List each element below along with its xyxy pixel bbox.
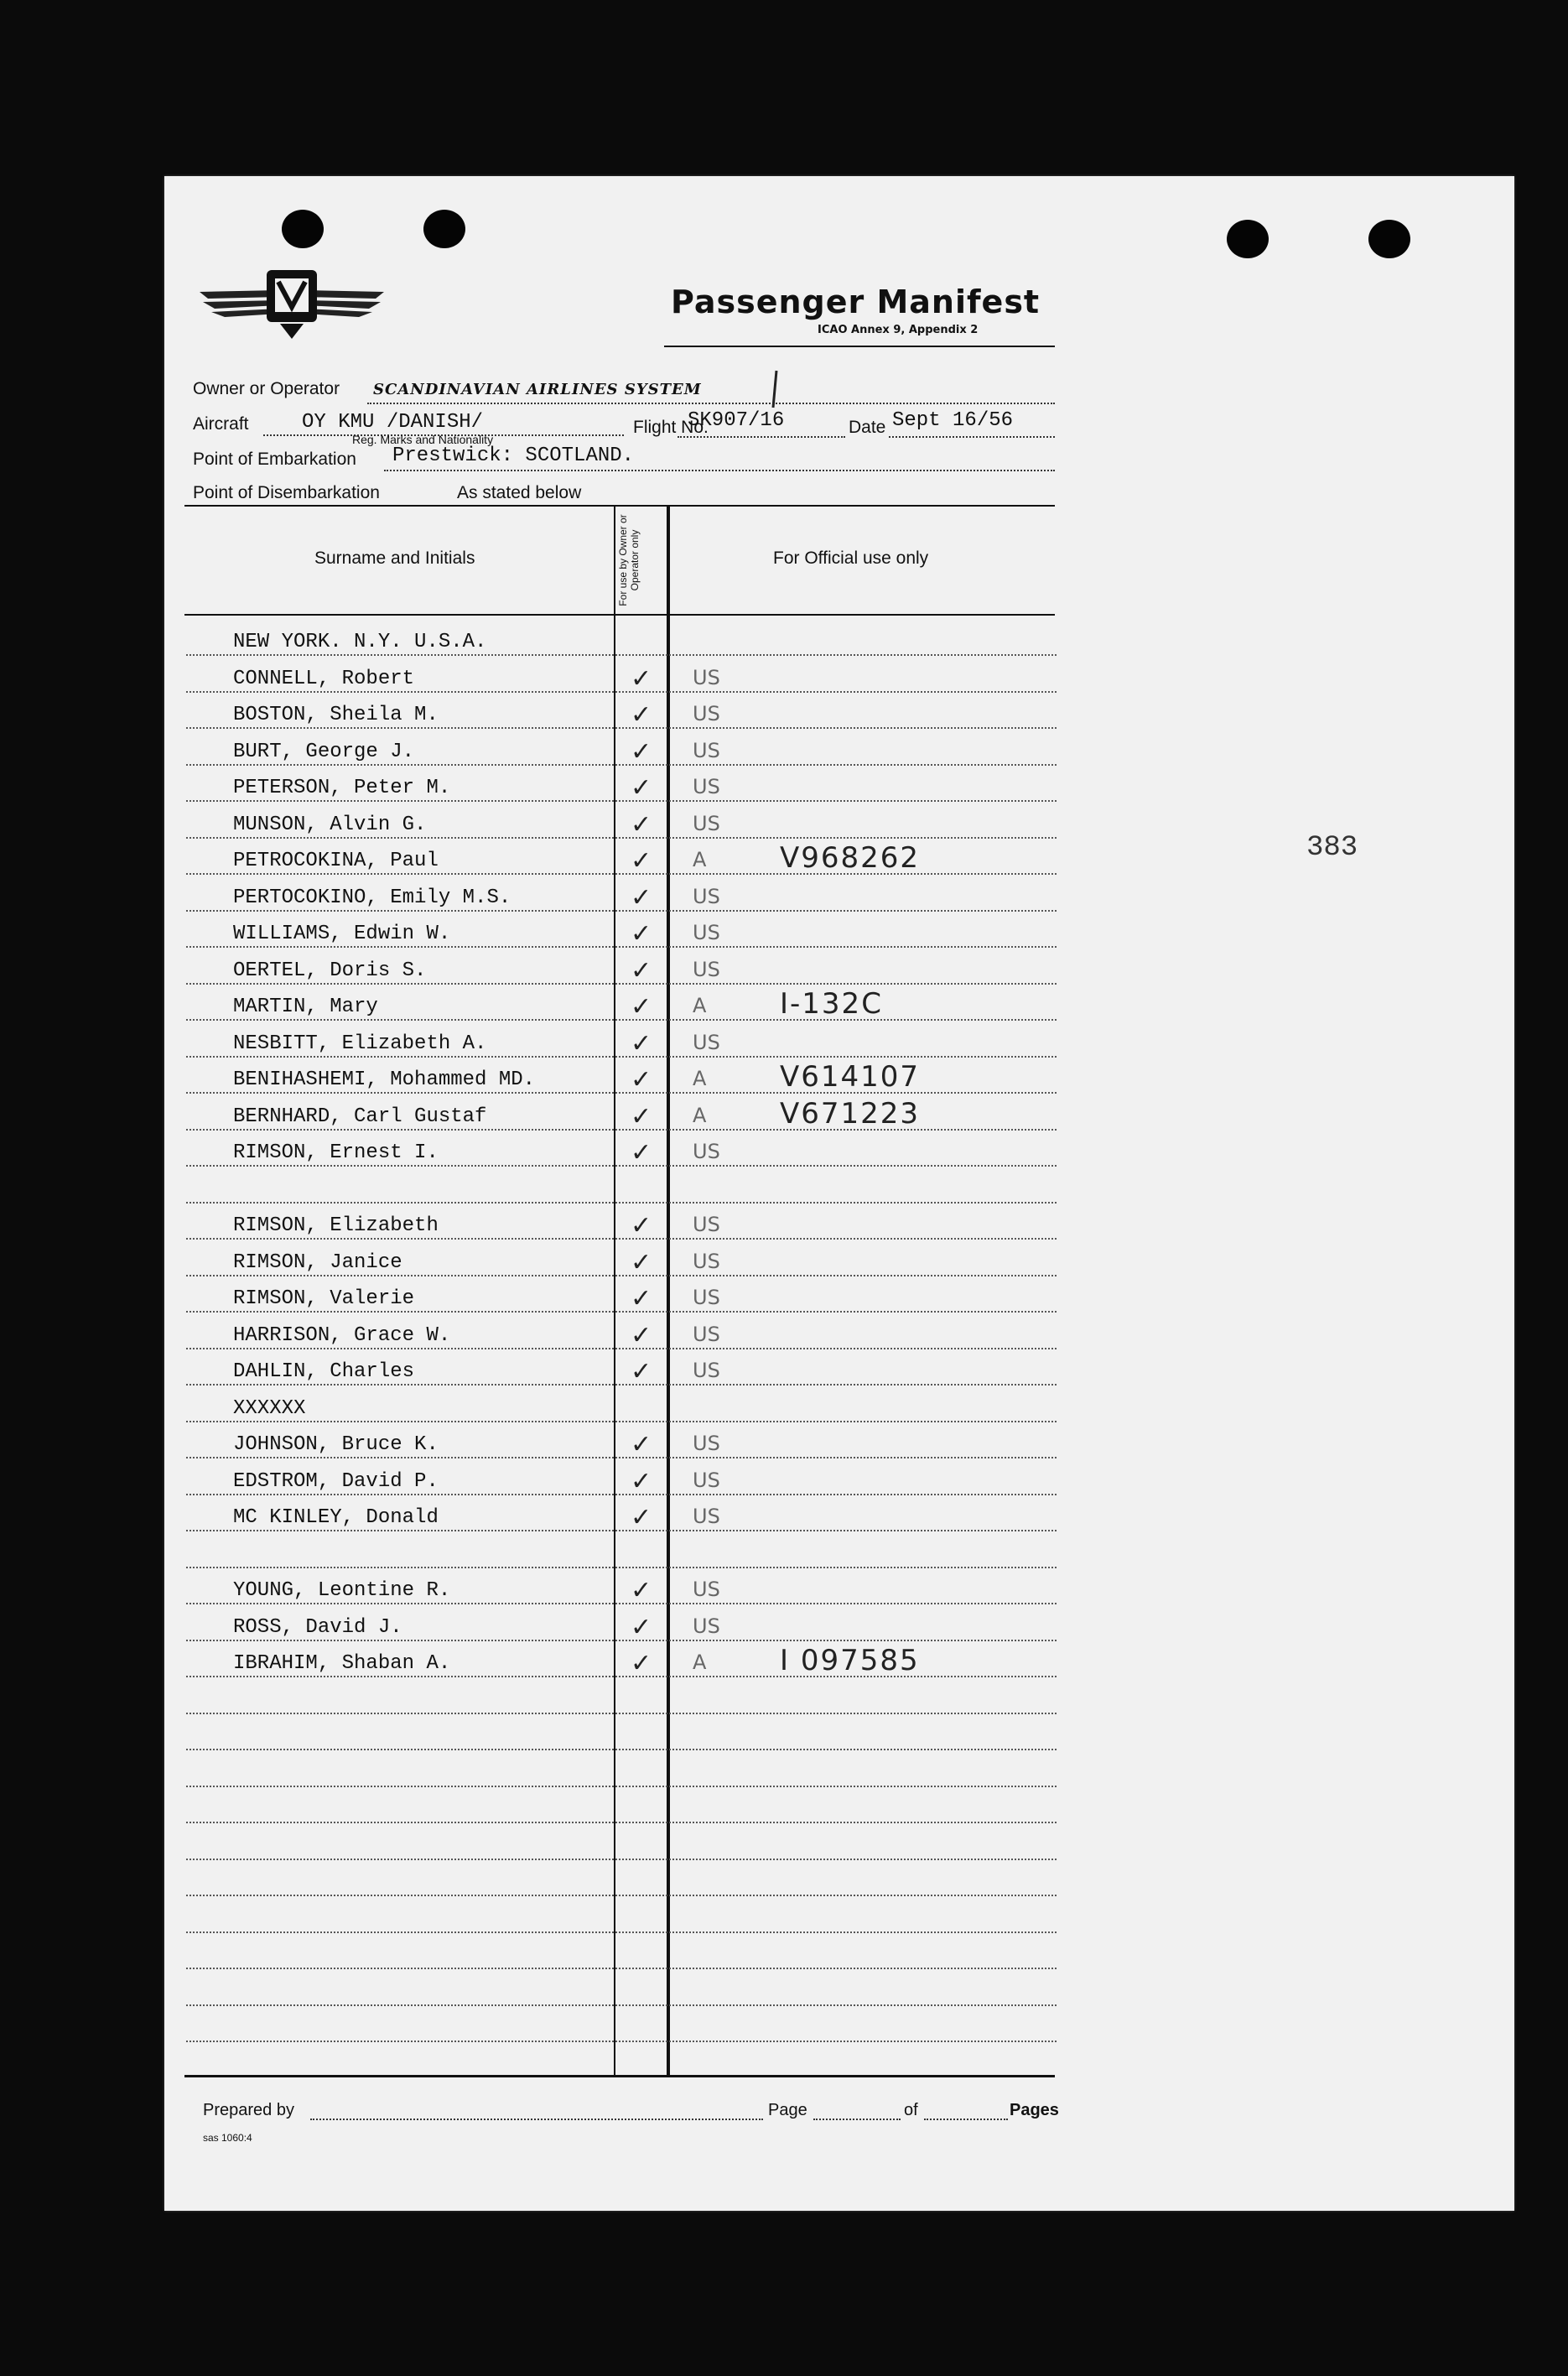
passenger-name: XXXXXX — [233, 1396, 306, 1420]
date-dotline — [889, 436, 1055, 438]
owner-value: SCANDINAVIAN AIRLINES SYSTEM — [373, 381, 702, 398]
row-rule — [186, 1822, 1057, 1823]
passenger-name: DAHLIN, Charles — [233, 1360, 415, 1383]
row-rule — [186, 910, 1057, 912]
row-rule — [186, 1384, 1057, 1386]
passenger-name: RIMSON, Janice — [233, 1250, 402, 1274]
operator-check-mark: ✓ — [631, 1612, 652, 1642]
manifest-sheet — [164, 176, 1514, 2211]
form-code: sas 1060:4 — [203, 2132, 252, 2144]
operator-check-mark: ✓ — [631, 1576, 652, 1605]
punch-hole — [423, 210, 465, 248]
passenger-name: HARRISON, Grace W. — [233, 1323, 451, 1347]
aircraft-label: Aircraft — [193, 414, 249, 434]
official-status: US — [693, 738, 720, 762]
official-status: US — [693, 1578, 720, 1601]
passport-number: V968262 — [780, 841, 921, 875]
official-status: A — [693, 1651, 707, 1674]
operator-check-mark: ✓ — [631, 1138, 652, 1167]
pages-label: Pages — [1010, 2101, 1059, 2119]
aircraft-value: OY KMU /DANISH/ — [302, 411, 484, 434]
embark-label: Point of Embarkation — [193, 450, 356, 469]
official-status: A — [693, 994, 707, 1017]
passenger-name: PERTOCOKINO, Emily M.S. — [233, 886, 511, 909]
operator-check-mark: ✓ — [631, 1466, 652, 1496]
page-label: Page — [768, 2101, 807, 2119]
passenger-name: YOUNG, Leontine R. — [233, 1579, 451, 1602]
owner-use-column-header: For use by Owner or Operator only — [617, 514, 641, 606]
operator-check-mark: ✓ — [631, 1357, 652, 1386]
official-status: A — [693, 1103, 707, 1127]
operator-check-mark: ✓ — [631, 663, 652, 694]
passenger-name: MUNSON, Alvin G. — [233, 813, 427, 836]
operator-check-mark: ✓ — [631, 955, 652, 985]
passenger-name: RIMSON, Ernest I. — [233, 1141, 439, 1164]
row-rule — [186, 1348, 1057, 1349]
operator-check-mark: ✓ — [631, 1247, 652, 1277]
passenger-name: ROSS, David J. — [233, 1615, 402, 1639]
page-stamp-number: 383 — [1306, 832, 1358, 864]
passport-number: V671223 — [780, 1096, 921, 1131]
operator-check-mark: ✓ — [631, 1065, 652, 1094]
official-status: A — [693, 848, 707, 871]
table-bottom-rule — [184, 2075, 1055, 2077]
date-value: Sept 16/56 — [892, 409, 1014, 432]
passenger-name: BENIHASHEMI, Mohammed MD. — [233, 1068, 536, 1091]
row-rule — [186, 1421, 1057, 1422]
operator-check-mark: ✓ — [631, 992, 652, 1022]
manifest-subtitle: ICAO Annex 9, Appendix 2 — [818, 324, 979, 336]
passenger-name: JOHNSON, Bruce K. — [233, 1433, 439, 1456]
row-rule — [186, 1931, 1057, 1933]
row-rule — [186, 1494, 1057, 1495]
official-status: US — [693, 1030, 720, 1054]
operator-check-mark: ✓ — [631, 882, 652, 912]
flight-value: SK907/16 — [688, 409, 785, 432]
embark-dotline — [384, 470, 1055, 471]
row-rule — [186, 1859, 1057, 1860]
column-divider — [614, 507, 615, 2075]
passport-number: I-132C — [780, 987, 883, 1021]
punch-hole — [282, 210, 324, 248]
reg-marks-note: Reg. Marks and Nationality — [352, 433, 494, 446]
row-rule — [186, 727, 1057, 729]
passenger-name: PETROCOKINA, Paul — [233, 850, 439, 872]
row-rule — [186, 1311, 1057, 1313]
row-rule — [186, 946, 1057, 948]
official-status: US — [693, 1505, 720, 1528]
official-status: A — [693, 1067, 707, 1090]
operator-check-mark: ✓ — [631, 736, 652, 767]
row-rule — [186, 1567, 1057, 1568]
row-rule — [186, 1895, 1057, 1896]
operator-check-mark: ✓ — [631, 773, 652, 803]
row-rule — [186, 1749, 1057, 1750]
passenger-name: NEW YORK. N.Y. U.S.A. — [233, 631, 487, 653]
passenger-name: EDSTROM, David P. — [233, 1469, 439, 1493]
official-status: US — [693, 1432, 720, 1455]
row-rule — [186, 873, 1057, 875]
passenger-name: MC KINLEY, Donald — [233, 1506, 439, 1529]
operator-check-mark: ✓ — [631, 1101, 652, 1131]
official-status: US — [693, 1468, 720, 1492]
row-rule — [186, 691, 1057, 693]
date-label: Date — [849, 418, 886, 437]
row-rule — [186, 1603, 1057, 1604]
of-label: of — [904, 2101, 918, 2119]
official-status: US — [693, 775, 720, 798]
official-status: US — [693, 1322, 720, 1346]
official-status: US — [693, 702, 720, 725]
official-status: US — [693, 1213, 720, 1236]
official-status: US — [693, 1140, 720, 1163]
official-column-header: For Official use only — [773, 549, 929, 568]
row-rule — [186, 1786, 1057, 1787]
passenger-name: BERNHARD, Carl Gustaf — [233, 1105, 487, 1128]
column-divider — [667, 507, 670, 2075]
row-rule — [186, 1275, 1057, 1276]
official-status: US — [693, 1359, 720, 1382]
row-rule — [186, 1238, 1057, 1240]
prepared-by-label: Prepared by — [203, 2101, 294, 2119]
row-rule — [186, 1056, 1057, 1058]
official-status: US — [693, 884, 720, 908]
operator-check-mark: ✓ — [631, 846, 652, 876]
disembark-label: Point of Disembarkation — [193, 483, 380, 502]
passenger-name: IBRAHIM, Shaban A. — [233, 1652, 451, 1675]
header-rule — [664, 346, 1055, 347]
row-rule — [186, 1640, 1057, 1641]
official-status: US — [693, 1614, 720, 1638]
row-rule — [186, 1968, 1057, 1969]
passenger-name: RIMSON, Valerie — [233, 1287, 415, 1310]
passenger-name: MARTIN, Mary — [233, 996, 378, 1018]
row-rule — [186, 1019, 1057, 1021]
official-status: US — [693, 1286, 720, 1309]
operator-check-mark: ✓ — [631, 1028, 652, 1058]
row-rule — [186, 983, 1057, 985]
prepared-by-dotline — [310, 2119, 763, 2120]
operator-check-mark: ✓ — [631, 1503, 652, 1532]
row-rule — [186, 654, 1057, 656]
row-rule — [186, 837, 1057, 839]
manifest-title: Passenger Manifest — [671, 283, 1041, 320]
operator-check-mark: ✓ — [631, 1320, 652, 1350]
passenger-name: PETERSON, Peter M. — [233, 777, 451, 799]
passenger-name: BURT, George J. — [233, 740, 415, 763]
operator-check-mark: ✓ — [631, 1211, 652, 1240]
official-status: US — [693, 665, 720, 689]
official-status: US — [693, 957, 720, 981]
flight-dotline — [678, 436, 845, 438]
row-rule — [186, 1202, 1057, 1204]
passenger-name: OERTEL, Doris S. — [233, 959, 427, 982]
passenger-name: WILLIAMS, Edwin W. — [233, 923, 451, 945]
operator-check-mark: ✓ — [631, 809, 652, 840]
embark-value: Prestwick: SCOTLAND. — [392, 445, 635, 467]
passport-number: I 097585 — [780, 1644, 920, 1677]
operator-check-mark: ✓ — [631, 1430, 652, 1459]
surname-column-header: Surname and Initials — [314, 549, 475, 568]
hand-mark — [770, 369, 780, 409]
row-rule — [186, 1165, 1057, 1167]
operator-check-mark: ✓ — [631, 1649, 652, 1678]
flight-label: Flight No. — [633, 418, 709, 437]
row-rule — [186, 800, 1057, 802]
of-dotline — [924, 2119, 1008, 2120]
owner-dotline — [367, 403, 1055, 404]
row-rule — [186, 1676, 1057, 1677]
row-rule — [186, 764, 1057, 766]
official-status: US — [693, 1249, 720, 1273]
passenger-name: CONNELL, Robert — [233, 667, 415, 690]
page-dotline — [813, 2119, 901, 2120]
official-status: US — [693, 921, 720, 944]
passport-number: V614107 — [780, 1060, 921, 1094]
row-rule — [186, 1530, 1057, 1531]
punch-hole — [1368, 220, 1410, 258]
airline-logo-icon — [200, 267, 384, 342]
row-rule — [186, 2004, 1057, 2006]
operator-check-mark: ✓ — [631, 919, 652, 949]
official-status: US — [693, 811, 720, 835]
owner-label: Owner or Operator — [193, 379, 340, 398]
row-rule — [186, 1457, 1057, 1458]
passenger-name: RIMSON, Elizabeth — [233, 1214, 439, 1237]
passenger-name: BOSTON, Sheila M. — [233, 704, 439, 726]
row-rule — [186, 2041, 1057, 2042]
passenger-name: NESBITT, Elizabeth A. — [233, 1032, 487, 1055]
punch-hole — [1227, 220, 1269, 258]
operator-check-mark: ✓ — [631, 1284, 652, 1313]
operator-check-mark: ✓ — [631, 700, 652, 730]
row-rule — [186, 1129, 1057, 1131]
row-rule — [186, 1092, 1057, 1094]
disembark-value: As stated below — [457, 483, 582, 502]
row-rule — [186, 1713, 1057, 1714]
